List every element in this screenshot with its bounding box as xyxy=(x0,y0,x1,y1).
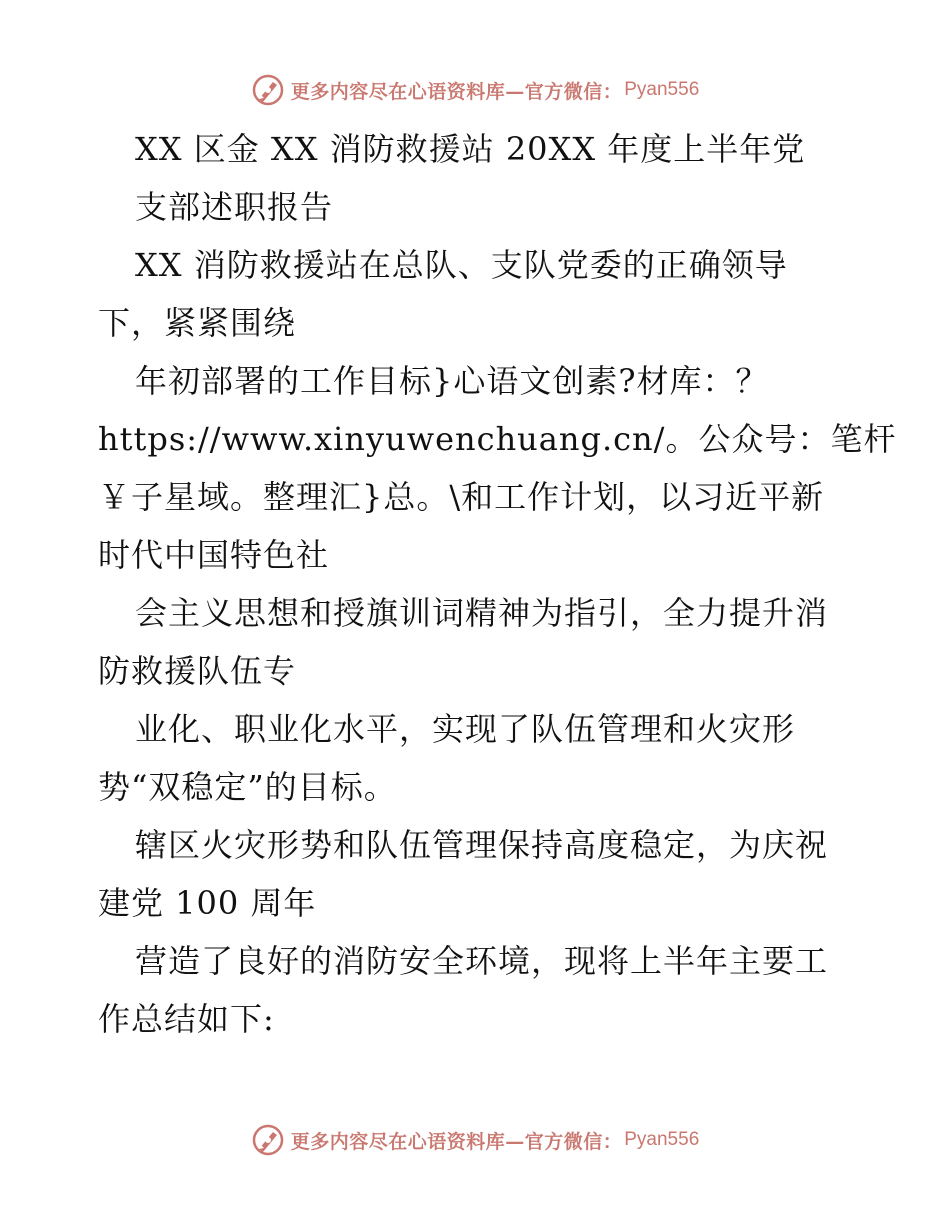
document-body xyxy=(98,120,897,1048)
paragraph-line: 防救援队伍专 xyxy=(98,652,297,690)
footer-banner-text: 更多内容尽在心语资料库—官方微信： xyxy=(290,1130,623,1153)
paragraph-line: 会主义思想和授旗训词精神为指引，全力提升消 xyxy=(135,594,829,632)
paragraph-line: XX 消防救援站在总队、支队党委的正确领导 xyxy=(135,246,788,284)
paragraph-line: ￥子星域。整理汇}总。\和工作计划，以习近平新 xyxy=(98,478,825,516)
paragraph-line: 建党 100 周年 xyxy=(98,884,317,922)
paragraph-line: 营造了良好的消防安全环境，现将上半年主要工 xyxy=(135,942,829,980)
title-line-2: 支部述职报告 xyxy=(135,188,334,226)
paragraph-line: 势“双稳定”的目标。 xyxy=(98,768,397,806)
pen-logo-icon xyxy=(251,1123,285,1157)
paragraph-line: https://www.xinyuwenchuang.cn/。公众号：笔杆 xyxy=(98,420,897,458)
header-banner-text: 更多内容尽在心语资料库—官方微信： xyxy=(290,80,623,103)
pen-logo-icon xyxy=(251,73,285,107)
paragraph-line: 作总结如下: xyxy=(98,1000,275,1038)
paragraph-line: 下，紧紧围绕 xyxy=(98,304,297,342)
paragraph-line: 业化、职业化水平，实现了队伍管理和火灾形 xyxy=(135,710,796,748)
footer-watermark-banner xyxy=(0,1120,950,1160)
title-line-1: XX 区金 XX 消防救援站 20XX 年度上半年党 xyxy=(135,130,806,168)
paragraph-line: 辖区火灾形势和队伍管理保持高度稳定，为庆祝 xyxy=(135,826,829,864)
header-watermark-banner xyxy=(0,70,950,110)
footer-banner-wechat-id: Pyan556 xyxy=(624,1129,700,1150)
paragraph-line: 时代中国特色社 xyxy=(98,536,330,574)
header-banner-wechat-id: Pyan556 xyxy=(624,79,700,100)
paragraph-line: 年初部署的工作目标}心语文创素?材库：？ xyxy=(135,362,769,400)
